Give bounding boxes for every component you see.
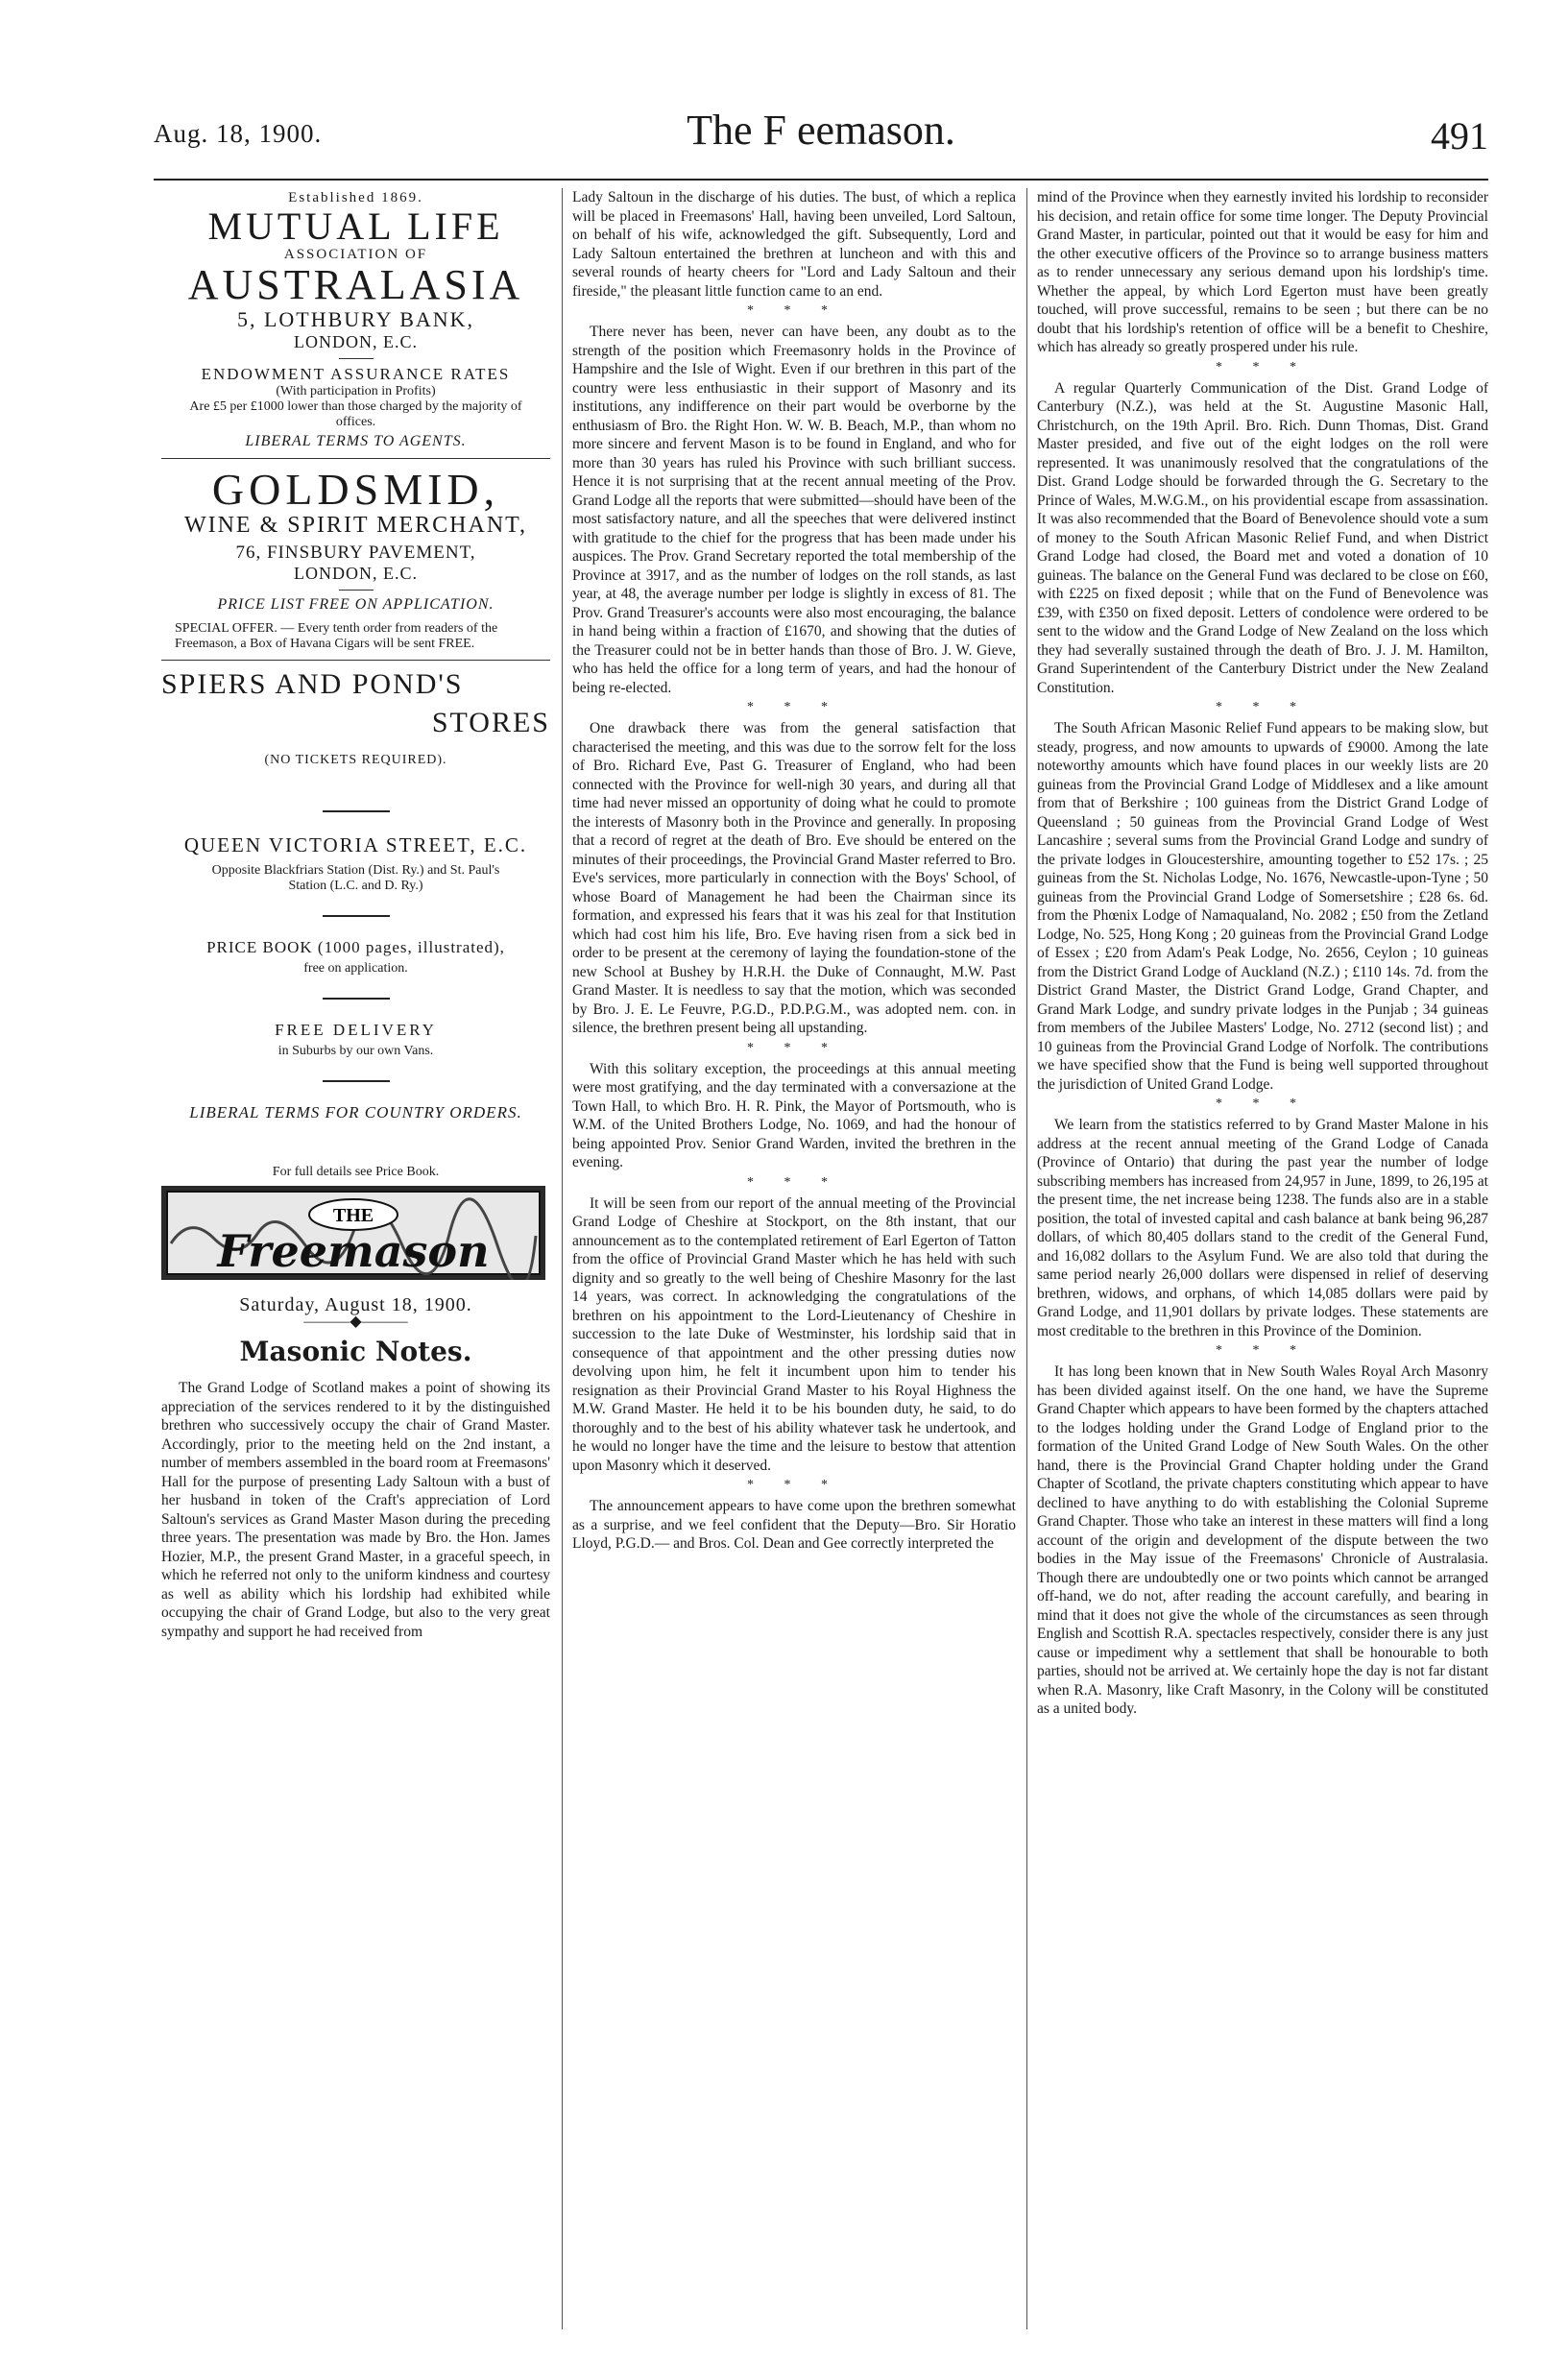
col2-paragraph-1: Lady Saltoun in the discharge of his duties. The bust, of which a replica will be placed in Freemasons' Hall, having been unveiled, Lord Saltoun, on behalf of his wife, acknowledged the gift. Subsequently, Lord and Lady Saltoun entertained the brethren at luncheon and with this and several rounds of hearty cheers for "Lord and Lady Saltoun and their fireside," the pleasant little function came to an end.	[572, 189, 1016, 300]
col2-paragraph-2: There never has been, never can have been, any doubt as to the strength of the position which Freemasonry holds in the Province of Hampshire and the Isle of Wight. Even if our brethren in this part of the country were less enthusiastic in their support of Masonry and its institutions, any indifference on their part would be overborne by the enthusiasm of Bro. the Right Hon. W. W. B. Beach, M.P., than whom no more sincere and fervent Mason is to be found in England, and who for more than 30 years has ruled his Province with such brilliant success. Hence it is not surprising that at the recent annual meeting of the Prov. Grand Lodge all the reports that were submitted—should have been of the most satisfactory nature, and all the speeches that were delivered instinct with gratitude to the chief for the progress that has been made under his auspices. The Prov. Grand Secretary reported the total membership of the Province at 3917, and as the number of lodges on the roll stands, as last year, at 48, the average number per lodge is slightly in excess of 81. The Prov. Grand Treasurer's accounts were also most encouraging, the balance in hand being within a fraction of £1670, and showing that the duties of the Treasurer could not be in better hands than those of Bro. J. W. Gieve, who has held the office for a long term of years, and had the honour of being re-elected.	[572, 324, 1016, 696]
col3-paragraph-4: We learn from the statistics referred to by Grand Master Malone in his address at the recent annual meeting of the Grand Lodge of Canada (Province of Ontario) that during the past year the number of lodge subscribing members has increased from 24,957 in June, 1899, to 26,195 at the present time, the net increase being 1238. The funds also are in a stable position, the total of invested capital and cash balance at bank being 96,287 dollars, of which 80,405 dollars stand to the credit of the General Fund, and 16,082 dollars to the Asylum Fund. We are also told that during the same period nearly 26,000 dollars were dispensed in relief of deserving brethren, widows, and orphans, of which 14,085 dollars were paid by Grand Lodge, and 11,901 dollars by private lodges. These statements are most creditable to the brethren in this Province of the Dominion.	[1037, 1117, 1488, 1339]
free-on-application: free on application.	[303, 961, 408, 977]
masthead-the: THE	[332, 1205, 374, 1227]
goldsmid-offer: SPECIAL OFFER. — Every tenth order from readers of the Freemason, a Box of Havana Cigars will be sent FREE.	[175, 621, 498, 652]
ad-divider	[161, 458, 550, 459]
separator-stars: * * *	[747, 1174, 841, 1190]
issue-date: Saturday, August 18, 1900.	[239, 1294, 472, 1316]
separator-stars: * * *	[1216, 700, 1310, 714]
col1-paragraph: The Grand Lodge of Scotland makes a point of showing its appreciation of the services rendered to it by the distinguished brethren who successively occupy the chair of Grand Master. Accordingly, prior to the meeting held on the 2nd instant, a number of members assembled in the board room at Freemasons' Hall for the purpose of presenting Lady Saltoun with a bust of her husband in token of the Craft's appreciation of Lord Saltoun's services as Grand Master Mason during the preceding three years. The presentation was made by Bro. the Hon. James Hozier, M.P., the present Grand Master, in a graceful speech, in which he referred not only to the uniform kindness and courtesy as well as ability which his lordship had exhibited while occupying the chair of Grand Lodge, but also to the very great sympathy and support he had received from	[161, 1380, 550, 1640]
goldsmid-ad	[161, 467, 550, 652]
no-tickets: (NO TICKETS REQUIRED).	[264, 753, 447, 768]
separator-stars: * * *	[747, 1478, 841, 1492]
col2-paragraph-6: The announcement appears to have come upon the brethren somewhat as a surprise, and we feel confident that the Deputy—Bro. Sir Horatio Lloyd, P.G.D.— and Bros. Col. Dean and Gee correctly interpreted the	[572, 1498, 1016, 1552]
separator-stars: * * *	[1216, 359, 1310, 374]
goldsmid-price-list: PRICE LIST FREE ON APPLICATION.	[217, 596, 495, 614]
masthead-freemason: Freemason	[217, 1225, 490, 1278]
divider	[339, 358, 374, 359]
separator-stars: * * *	[747, 1040, 841, 1055]
established-line: Established 1869.	[288, 190, 423, 205]
separator-stars: * * *	[1216, 1097, 1310, 1111]
association-of: ASSOCIATION OF	[283, 247, 428, 262]
col3-paragraph-3: The South African Masonic Relief Fund appears to be making slow, but steady, progress, and now amounts to upwards of £9000. Among the late noteworthy amounts which have found places in our weekly lists are 20 guineas from the Provincial Grand Lodge of Middlesex and a like amount from that of Berkshire ; 100 guineas from the District Grand Lodge of Queensland ; 50 guineas from the Provincial Grand Lodge of West Lancashire ; several sums from the Provincial Grand Lodge and sundry of the private lodges in Gloucestershire, amounting together to £52 17s. ; 25 guineas from the St. Nicholas Lodge, No. 1676, Newcastle-upon-Tyne ; 50 guineas from the Provincial Grand Lodge of Somersetshire ; £28 6s. 6d. from the Phœnix Lodge of Namaqualand, No. 2082 ; £50 from the Zetland Lodge, No. 525, Hong Kong ; 20 guineas from the Provincial Grand Lodge of Essex ; £20 from Adam's Peak Lodge, No. 2656, Ceylon ; 10 guineas from the District Grand Lodge of Auckland (N.Z.) ; £110 14s. 7d. from the District Grand Master, the District Grand Lodge, Grand Chapter, and Grand Mark Lodge, and sundry private lodges in the Punjab ; 34 guineas from members of the Jubilee Masters' Lodge, No. 2712 (second list) ; and 10 guineas from the Provincial Grand Lodge of Norfolk. The contributions we have specified show that the Fund is being well supported throughout the jurisdiction of United Grand Lodge.	[1037, 720, 1488, 1093]
divider	[323, 1080, 390, 1082]
participation-note: (With participation in Profits)	[276, 384, 436, 399]
rates-note: Are £5 per £1000 lower than those charged by the majority of offices.	[189, 399, 522, 430]
divider	[323, 810, 390, 812]
goldsmid-city: LONDON, E.C.	[294, 564, 418, 584]
spiers-name: SPIERS AND POND'S	[161, 668, 464, 701]
liberal-country-orders: LIBERAL TERMS FOR COUNTRY ORDERS.	[189, 1103, 522, 1122]
column-3	[1037, 188, 1488, 1721]
goldsmid-name: GOLDSMID,	[211, 465, 500, 515]
opposite-stations: Opposite Blackfriars Station (Dist. Ry.) and St. Paul's Station (L.C. and D. Ry.)	[211, 863, 500, 894]
australasia-name: AUSTRALASIA	[187, 261, 524, 308]
liberal-terms-agents: LIBERAL TERMS TO AGENTS.	[245, 433, 467, 450]
mutual-life-ad	[161, 190, 550, 450]
goldsmid-address: 76, FINSBURY PAVEMENT,	[235, 543, 476, 564]
newspaper-title: The F eemason.	[687, 107, 955, 154]
divider	[323, 915, 390, 917]
page-number: 491	[1431, 114, 1488, 157]
divider	[339, 590, 374, 591]
col2-paragraph-5: It will be seen from our report of the annual meeting of the Provincial Grand Lodge of Cheshire at Stockport, on the 8th instant, that our announcement as to the contemplated retirement of Earl Egerton of Tatton from the office of Provincial Grand Master which he has held with such dignity and so greatly to the well being of Cheshire Masonry for the last 14 years, was correct. In acknowledging the congratulations of the brethren on his appointment to the Lord-Lieutenancy of Cheshire in succession to the late Duke of Westminster, his lordship said that in consequence of that appointment and the other pressing duties now devolving upon him, he felt it incumbent upon him to tender his resignation as their Provincial Grand Master to his Royal Highness the M.W. Grand Master. He held it to be his bounden duty, he said, to do thoroughly and to the best of his ability whatever task he undertook, and he would no longer have the time and the leisure to bestow that attention upon Masonry which it deserved.	[572, 1194, 1016, 1474]
separator-stars: * * *	[747, 700, 841, 714]
mutual-city: LONDON, E.C.	[294, 332, 418, 352]
suburbs-vans: in Suburbs by our own Vans.	[277, 1044, 434, 1059]
separator-stars: * * *	[747, 303, 841, 318]
col3-paragraph-5: It has long been known that in New South Wales Royal Arch Masonry has been divided against itself. On the one hand, we have the Supreme Grand Chapter which appears to have been formed by the chapters attached to the lodges holding under the Grand Lodge of England prior to the formation of the United Grand Lodge of New South Wales. On the other hand, there is the Provincial Grand Chapter holding under the Grand Chapter of Scotland, the private chapters constituting which appear to have declined to have anything to do with establishing the Colonial Supreme Grand Chapter. Those who take an interest in these matters will find a long account of the origin and development of the dispute between the two bodies in the May issue of the Freemasons' Chronicle of Australasia. Though there are undoubtedly one or two points which cannot be arranged off-hand, we do not, after reading the account carefully, and bearing in mind that it does not give the whole of the circumstances as seen through English and Scottish R.A. spectacles respectively, consider there is any just cause or impediment why a settlement that shall be honourable to both parties, should not be arrived at. We certainly hope the day is not far distant when R.A. Masonry, like Craft Masonry, in the Colony will be constituted as a united body.	[1037, 1363, 1488, 1717]
column-divider	[1026, 188, 1027, 2329]
goldsmid-trade: WINE & SPIRIT MERCHANT,	[183, 513, 528, 539]
ad-divider	[161, 660, 550, 661]
spiers-pond-ad	[161, 668, 550, 1180]
column-2	[572, 188, 1016, 1555]
col3-paragraph-1: mind of the Province when they earnestly invited his lordship to reconsider his decision, and retain office for some time longer. The Deputy Provincial Grand Master, in particular, pointed out that it would be easy for him and the other executive officers of the Province so to arrange business matters as to render unnecessary any serious demand upon his lordship's time. Whether the appeal, by which Lord Egerton must have been greatly touched, will prove successful, remains to be seen ; but there can be no doubt that his lordship's retention of office will be a benefit to Cheshire, which has already so greatly prospered under his rule.	[1037, 189, 1488, 355]
queen-victoria-street: QUEEN VICTORIA STREET, E.C.	[183, 833, 528, 857]
freemason-masthead-logo	[161, 1186, 545, 1280]
col3-paragraph-2: A regular Quarterly Communication of the Dist. Grand Lodge of Canterbury (N.Z.), was held at the St. Augustine Masonic Hall, Christchurch, on the 19th April. Bro. Rich. Dunn Thomas, Dist. Grand Master presided, and five out of the eight lodges on the roll were represented. It was unanimously resolved that the congratulations of the Dist. Grand Lodge should be forwarded through the G. Secretary to the Prince of Wales, M.W.G.M., on his providential escape from assassination. It was also recommended that the Board of Benevolence should vote a sum of money to the South African Masonic Relief Fund, and when District Grand Lodge had closed, the Board met and voted a donation of 10 guineas. The balance on the General Fund was declared to be close on £60, with £225 on fixed deposit ; while that on the Fund of Benevolence was £39, with £350 on fixed deposit. Letters of condolence were ordered to be sent to the widow and the Grand Lodge of New Zealand on the loss which they had severally sustained through the death of Bro. J. J. M. Hamilton, Grand Superintendent of the Canterbury District under the New Zealand Constitution.	[1037, 379, 1488, 696]
column-divider	[562, 188, 563, 2329]
section-title: Masonic Notes.	[239, 1336, 472, 1368]
mutual-address: 5, LOTHBURY BANK,	[236, 307, 475, 332]
col2-paragraph-3: One drawback there was from the general satisfaction that characterised the meeting, and this was due to the sorrow felt for the loss of Bro. Richard Eve, Past G. Treasurer of England, who had been connected with the Province for well-nigh 30 years, and during all that time had never missed an opportunity of doing what he could to promote the interests of Masonry both in the Province and generally. In proposing that a record of regret at the death of Bro. Eve should be entered on the minutes of their proceedings, the Provincial Grand Master referred to Bro. Eve's services, more particularly in connection with the Boys' School, of whose Board of Management he had been the Chairman since its formation, and expressed his fears that it was his zeal for that Institution which had cost him his life, Bro. Eve having risen from a sick bed in order to be present at the ceremony of laying the foundation-stone of the new School at Bushey by H.R.H. the Duke of Connaught, M.W. Past Grand Master. It is needless to say that the motion, which was seconded by Bro. J. E. Le Feuvre, P.G.D., P.D.P.G.M., was adopted nem. con. in silence, the brethren present being all upstanding.	[572, 720, 1016, 1036]
page-header	[154, 106, 1488, 163]
col2-paragraph-4: With this solitary exception, the proceedings at this annual meeting were most gratifying, and the day terminated with a conversazione at the Town Hall, to which Bro. H. R. Pink, the Mayor of Portsmouth, who is W.M. of the United Brothers Lodge, No. 1069, and had the honour of being appointed Prov. Senior Grand Warden, invited the brethren in the evening.	[572, 1060, 1016, 1170]
mutual-life-name: MUTUAL LIFE	[207, 205, 504, 248]
full-details: For full details see Price Book.	[272, 1165, 440, 1180]
header-rule	[154, 179, 1488, 181]
header-date: Aug. 18, 1900.	[154, 119, 323, 148]
separator-stars: * * *	[1216, 1343, 1310, 1358]
stores-name: STORES	[431, 707, 550, 739]
divider	[323, 998, 390, 1000]
price-book: PRICE BOOK (1000 pages, illustrated),	[206, 938, 505, 957]
endowment-heading: ENDOWMENT ASSURANCE RATES	[201, 365, 511, 384]
column-1	[161, 188, 550, 1643]
ornament-divider: ―――◆―――	[303, 1314, 408, 1331]
free-delivery: FREE DELIVERY	[275, 1021, 437, 1040]
